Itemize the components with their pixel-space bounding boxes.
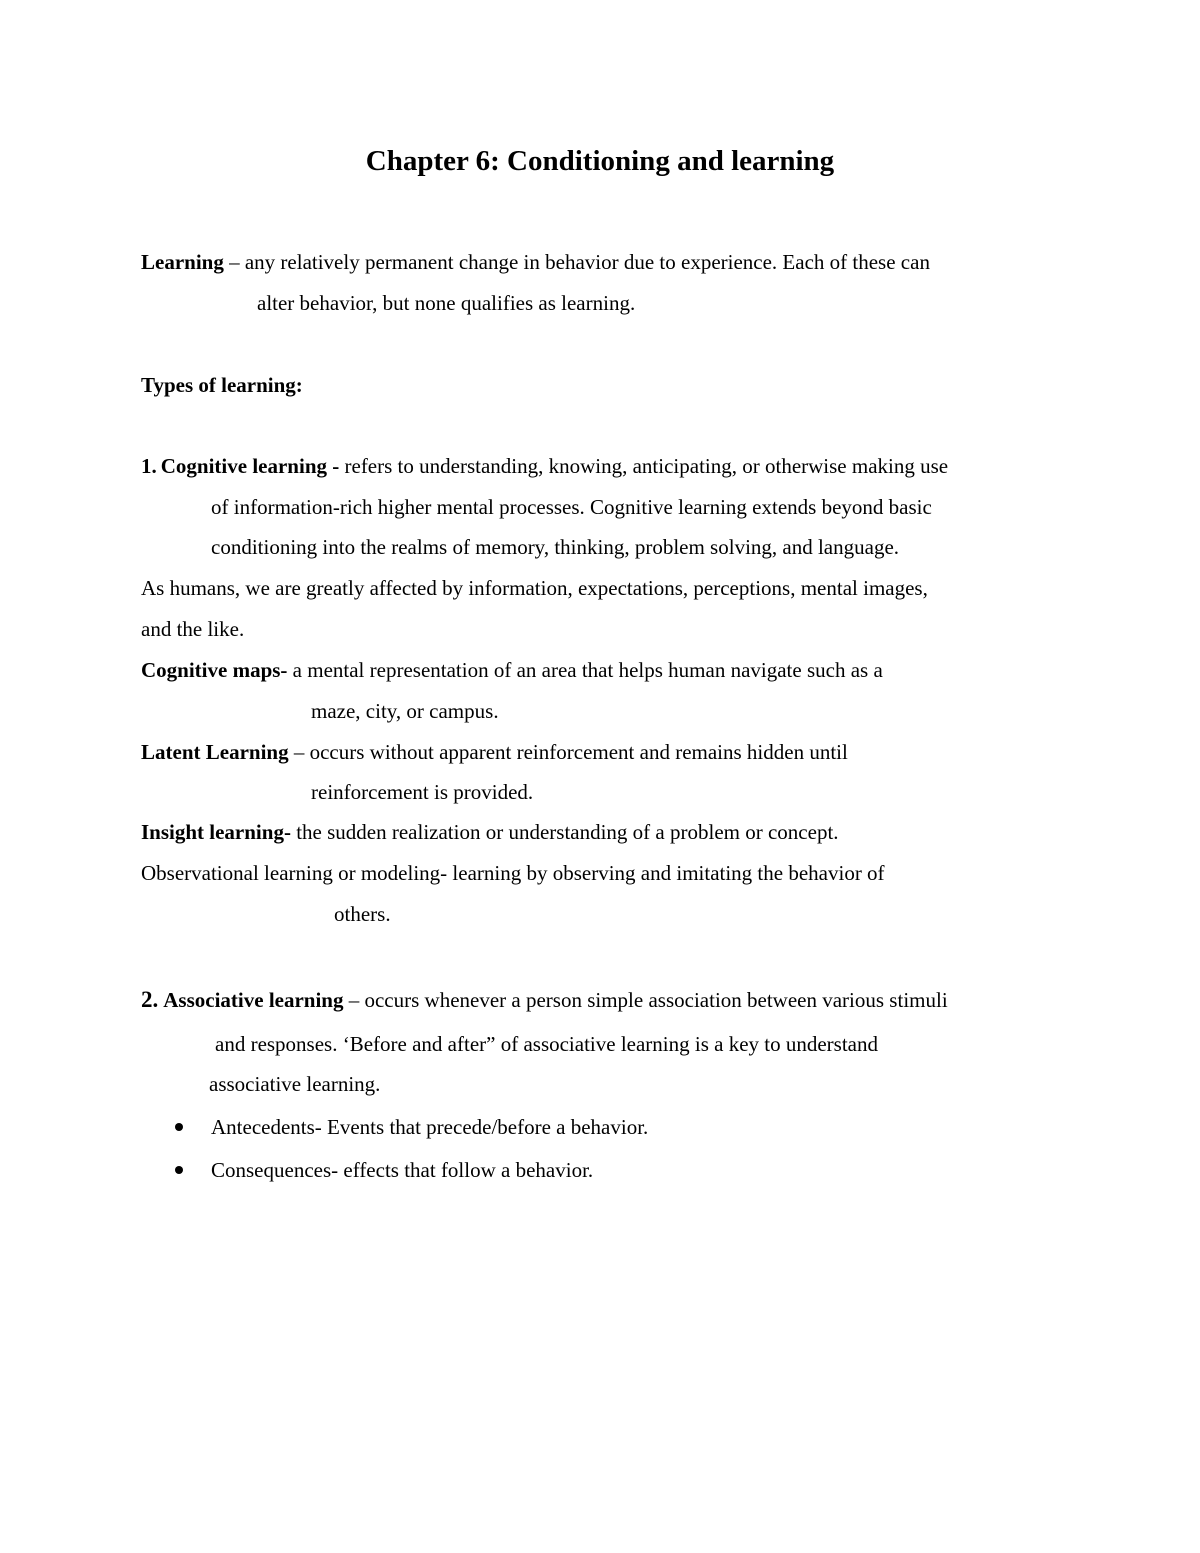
- bullet-icon: [175, 1166, 183, 1174]
- insight-learning-term: Insight learning-: [141, 820, 291, 844]
- associative-learning-line-1: [141, 985, 948, 1015]
- associative-text-3: associative learning.: [209, 1072, 381, 1096]
- cognitive-maps-text-2: maze, city, or campus.: [311, 699, 499, 723]
- learning-def-text-2: alter behavior, but none qualifies as learning.: [257, 291, 636, 315]
- cognitive-text-3: conditioning into the realms of memory, thinking, problem solving, and language.: [211, 535, 900, 559]
- bullet-antecedents: Antecedents- Events that precede/before a behavior.: [211, 1115, 649, 1139]
- associative-number: 2.: [141, 987, 159, 1012]
- learning-definition-line-1: [141, 247, 930, 277]
- latent-learning-text-1: – occurs without apparent reinforcement and remains hidden until: [288, 740, 848, 764]
- observational-learning-text-1: Observational learning or modeling- learning by observing and imitating the behavior of: [141, 861, 885, 885]
- cognitive-maps-term: Cognitive maps-: [141, 658, 288, 682]
- latent-learning-text-2: reinforcement is provided.: [311, 780, 534, 804]
- latent-learning-line-1: [141, 737, 848, 767]
- types-heading: Types of learning:: [141, 373, 303, 397]
- associative-text-2: and responses. ‘Before and after” of associative learning is a key to understand: [215, 1032, 879, 1056]
- cognitive-maps-line-1: [141, 655, 883, 685]
- learning-term: Learning: [141, 250, 224, 274]
- cognitive-text-1: refers to understanding, knowing, anticipating, or otherwise making use: [339, 454, 949, 478]
- page-title: Chapter 6: Conditioning and learning: [365, 145, 835, 177]
- associative-term: Associative learning: [163, 988, 344, 1012]
- bullet-consequences: Consequences- effects that follow a behavior.: [211, 1158, 594, 1182]
- associative-text-1: – occurs whenever a person simple association between various stimuli: [343, 988, 948, 1012]
- insight-learning-text-1: the sudden realization or understanding of a problem or concept.: [290, 820, 839, 844]
- cognitive-learning-line-1: [141, 451, 948, 481]
- cognitive-text-5: and the like.: [141, 617, 245, 641]
- bullet-icon: [175, 1123, 183, 1131]
- cognitive-term: Cognitive learning -: [160, 454, 340, 478]
- latent-learning-term: Latent Learning: [141, 740, 289, 764]
- insight-learning-line-1: [141, 817, 839, 847]
- learning-def-text-1: – any relatively permanent change in behavior due to experience. Each of these can: [223, 250, 930, 274]
- cognitive-text-4: As humans, we are greatly affected by information, expectations, perceptions, mental images,: [141, 576, 928, 600]
- observational-learning-text-2: others.: [334, 902, 391, 926]
- cognitive-text-2: of information-rich higher mental processes. Cognitive learning extends beyond basic: [211, 495, 932, 519]
- cognitive-maps-text-1: a mental representation of an area that helps human navigate such as a: [287, 658, 883, 682]
- cognitive-number: 1.: [141, 454, 157, 478]
